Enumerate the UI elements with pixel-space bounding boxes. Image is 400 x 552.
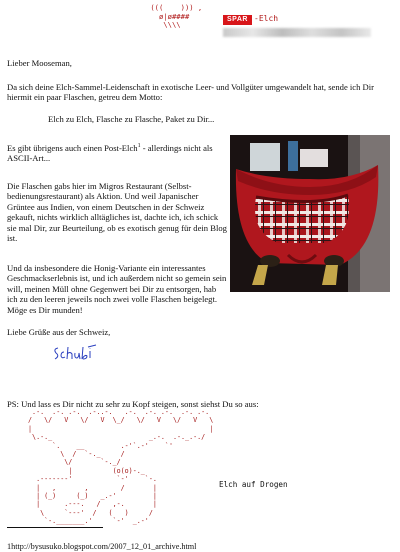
signature-drawing — [52, 344, 100, 362]
redacted-address — [223, 28, 371, 37]
signature — [52, 344, 100, 367]
paragraph-intro: Da sich deine Elch-Sammel-Leidenschaft in exotische Leer- und Vollgüter umgewandelt hat, sende ich Dir hiermit ein paar Flaschen, getreu dem Motto: — [7, 82, 375, 103]
moose-caption: Elch auf Drogen — [219, 480, 288, 489]
closing: Liebe Grüße aus der Schweiz, — [7, 327, 111, 337]
ascii-moose-art: .-. .-. .-. .-..-. .-. .-. .-. .-. .-. / \/ V \/ V \_/ \/ V \/ V \ | | \.-._ _.-. .-._.-./ `. __ .-'`.-' `' \ / `-._ / \/ `-._/ | (o(o)-._ .-------' `-' `-. | , , / | | (_) (_) _.-' | | .---. / ,-. | \ `---' / ( ) / `-._______.' `-' _.-' — [28, 408, 214, 526]
paragraph-bottles: Die Flaschen gabs hier im Migros Restaurant (Selbst-bedienungsrestaurant) als Aktion. Und weil Japanischer Grüntee aus Indien, von einem Deutschen in der Schweiz gekauft, nichts wirklich alltägliches ist, dachte ich, ich schick sie mal Dir, zur Beurteilung, ob es exotisch genug für dein Blog ist. — [7, 181, 227, 244]
ascii-logo: ((( ))) , ø|ø#### \\\\ — [150, 3, 203, 30]
footnote-link: 1http://bysusuko.blogspot.com/2007_12_01_archive.html — [7, 542, 197, 552]
brand-name: -Elch — [254, 14, 279, 23]
moose-bag-photo — [230, 135, 390, 292]
footnote-marker: 1 — [137, 143, 141, 149]
motto: Elch zu Elch, Flasche zu Flasche, Paket zu Dir... — [48, 114, 215, 124]
post-elch-text: Es gibt übrigens auch einen Post-Elch — [7, 142, 138, 153]
moose-bag-illustration — [230, 135, 390, 292]
greeting: Lieber Mooseman, — [7, 58, 72, 68]
footnote-divider — [7, 527, 103, 528]
paragraph-honey: Und da insbesondere die Honig-Variante ein interessantes Geschmackserlebnis ist, und ich außerdem nicht so gemein sein will, meinen Müll ohne Gegenwert bei Dir zu entsorgen, hab ich zu den leeren jeweils noch zwei volle Flaschen beigelegt. Möge es Dir munden! — [7, 263, 227, 315]
spar-badge: SPAR — [223, 15, 252, 25]
postscript: PS: Und lass es Dir nicht zu sehr zu Kopf steigen, sonst siehst Du so aus: — [7, 399, 259, 409]
post-elch-text-end: - allerdings nicht als ASCII-Art... — [7, 142, 213, 164]
paragraph-post-elch — [7, 141, 227, 164]
